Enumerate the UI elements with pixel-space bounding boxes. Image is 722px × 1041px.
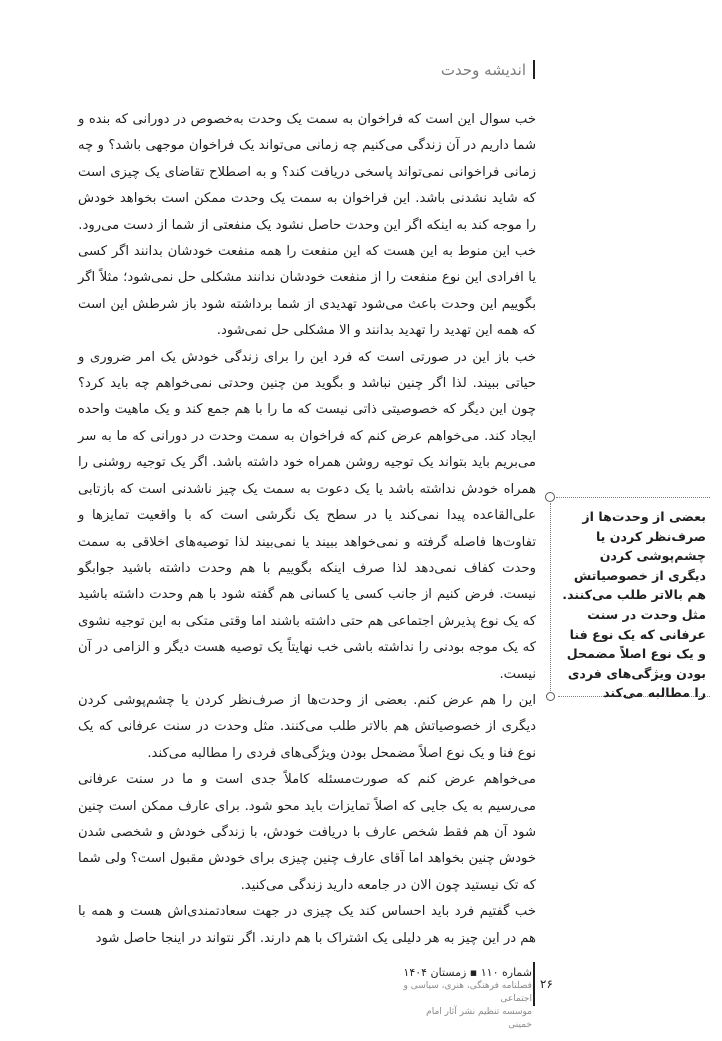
paragraph: خب باز این در صورتی است که فرد این را برای زندگی خودش یک امر ضروری و حیاتی ببیند. لذا اگر چنین نباشد و بگوید من چنین وحدتی نمی‌خواهم چه باید کرد؟ چون این دیگر که خصوصیتی ذاتی نیست که ما را با هم جمع کند و یک ماهیت واحده ایجاد کند. می‌خواهم عرض کنم که فراخوان به سمت وحدت در دورانی که ما به سر می‌بریم باید بتواند یک توجیه روشن همراه خود داشته باشد. اگر یک توجیه روشنی را همراه خودش نداشته باشد یا یک دعوت به سمت یک چیز ناشدنی است که بازتابی علی‌القاعده پیدا نمی‌کند یا در سطح یک نگرشی است که با واقعیت تمایزها و تفاوت‌ها فاصله گرفته و نمی‌خواهد ببیند یا نمی‌بیند لذا توصیه‌های اخلاقی به سمت وحدت کفاف نمی‌دهد لذا صرف اینکه بگوییم با هم وحدت داشته باشید جوابگو نیست. فرض کنیم از جانب کسی یا کسانی هم گفته شود با هم وحدت داشته باشید که یک نوع پذیرش اجتماعی هم حتی داشته باشند اما وقتی متکی به این توجیه نشوی که یک موجه بودنی را نداشته باشی خب نهایتاً یک توصیه هست دیگر و الزامی در آن نیست. xyxy=(78,349,536,682)
header-bar xyxy=(533,60,535,79)
frame-corner-ring xyxy=(545,492,555,502)
issue-line: شماره ۱۱۰ ▪ زمستان ۱۴۰۴ xyxy=(403,966,532,979)
section-title: اندیشه وحدت xyxy=(440,60,526,79)
frame-top-dotted-line xyxy=(556,497,710,498)
frame-left-dotted-line xyxy=(550,503,551,691)
paragraph: خب سوال این است که فراخوان به سمت یک وحدت به‌خصوص در دورانی که بنده و شما داریم در آن زندگی می‌کنیم چه زمانی می‌تواند یک فراخوان موجهی باشد؟ و چه زمانی فراخوانی نمی‌تواند پاسخی دریافت کند؟ و به اصطلاح تقاضای یک چیزی است که شاید نشدنی باشد. این فراخوان به سمت یک وحدت ممکن است بخواهد خودش را موجه کند به اینکه اگر این وحدت حاصل نشود یک منفعتی از شما از دست می‌رود. xyxy=(78,112,536,233)
paragraph: می‌خواهم عرض کنم که صورت‌مسئله کاملاً جدی است و ما در سنت عرفانی می‌رسیم به یک جایی که اصلاً تمایزات باید محو شود. برای عارف ممکن است چنین شود آن هم فقط شخص عارف با دریافت خودش، با زندگی خودش و شخصی شدن خودش چنین بخواهد اما آقای عارف چنین چیزی برای خودش مقبول است؟ ولی شما که تک نیستید چون الان در جامعه دارید زندگی می‌کنید. xyxy=(78,772,536,893)
frame-bottom-ring xyxy=(546,692,555,701)
magazine-description: فصلنامه فرهنگی، هنری، سیاسی و اجتماعی xyxy=(403,981,532,1004)
publisher-name: موسسه تنظیم نشر آثار امام خمینی xyxy=(426,1007,532,1030)
footer-bar xyxy=(533,962,535,1006)
running-header xyxy=(441,60,535,79)
paragraph: خب گفتیم فرد باید احساس کند یک چیزی در جهت سعادتمندی‌اش هست و همه با هم در این چیز به هر دلیلی یک اشتراک با هم دارند. اگر نتواند در اینجا حاصل شود xyxy=(78,904,536,946)
page-number: ۲۶ xyxy=(540,977,553,991)
footer-info xyxy=(402,966,532,1032)
paragraph: این را هم عرض کنم. بعضی از وحدت‌ها از صرف‌نظر کردن یا چشم‌پوشی کردن دیگری از خصوصیاتش هم بالاتر طلب می‌کنند. مثل وحدت در سنت عرفانی که یک نوع فنا و یک نوع اصلاً مضمحل بودن ویژگی‌های فردی را مطالبه می‌کند. xyxy=(78,692,536,761)
paragraph: خب این منوط به این هست که این منفعت را همه منفعت خودشان بدانند اگر کسی یا افرادی این نوع منفعت را از منفعت خودشان ندانند مشکلی حل نمی‌شود؛ مثلاً اگر بگوییم این وحدت باعث می‌شود تهدیدی از شما برداشته شود باز شرطش این است که همه این تهدید را تهدید بدانند و الا مشکلی حل نمی‌شود. xyxy=(78,244,536,339)
pull-quote: بعضی از وحدت‌ها از صرف‌نظر کردن یا چشم‌پوشی کردن دیگری از خصوصیاتش هم بالاتر طلب می‌کنند. مثل وحدت در سنت عرفانی که یک نوع فنا و یک نوع اصلاً مضمحل بودن ویژگی‌های فردی را مطالبه می‌کند xyxy=(562,509,706,701)
article-body xyxy=(78,107,536,952)
